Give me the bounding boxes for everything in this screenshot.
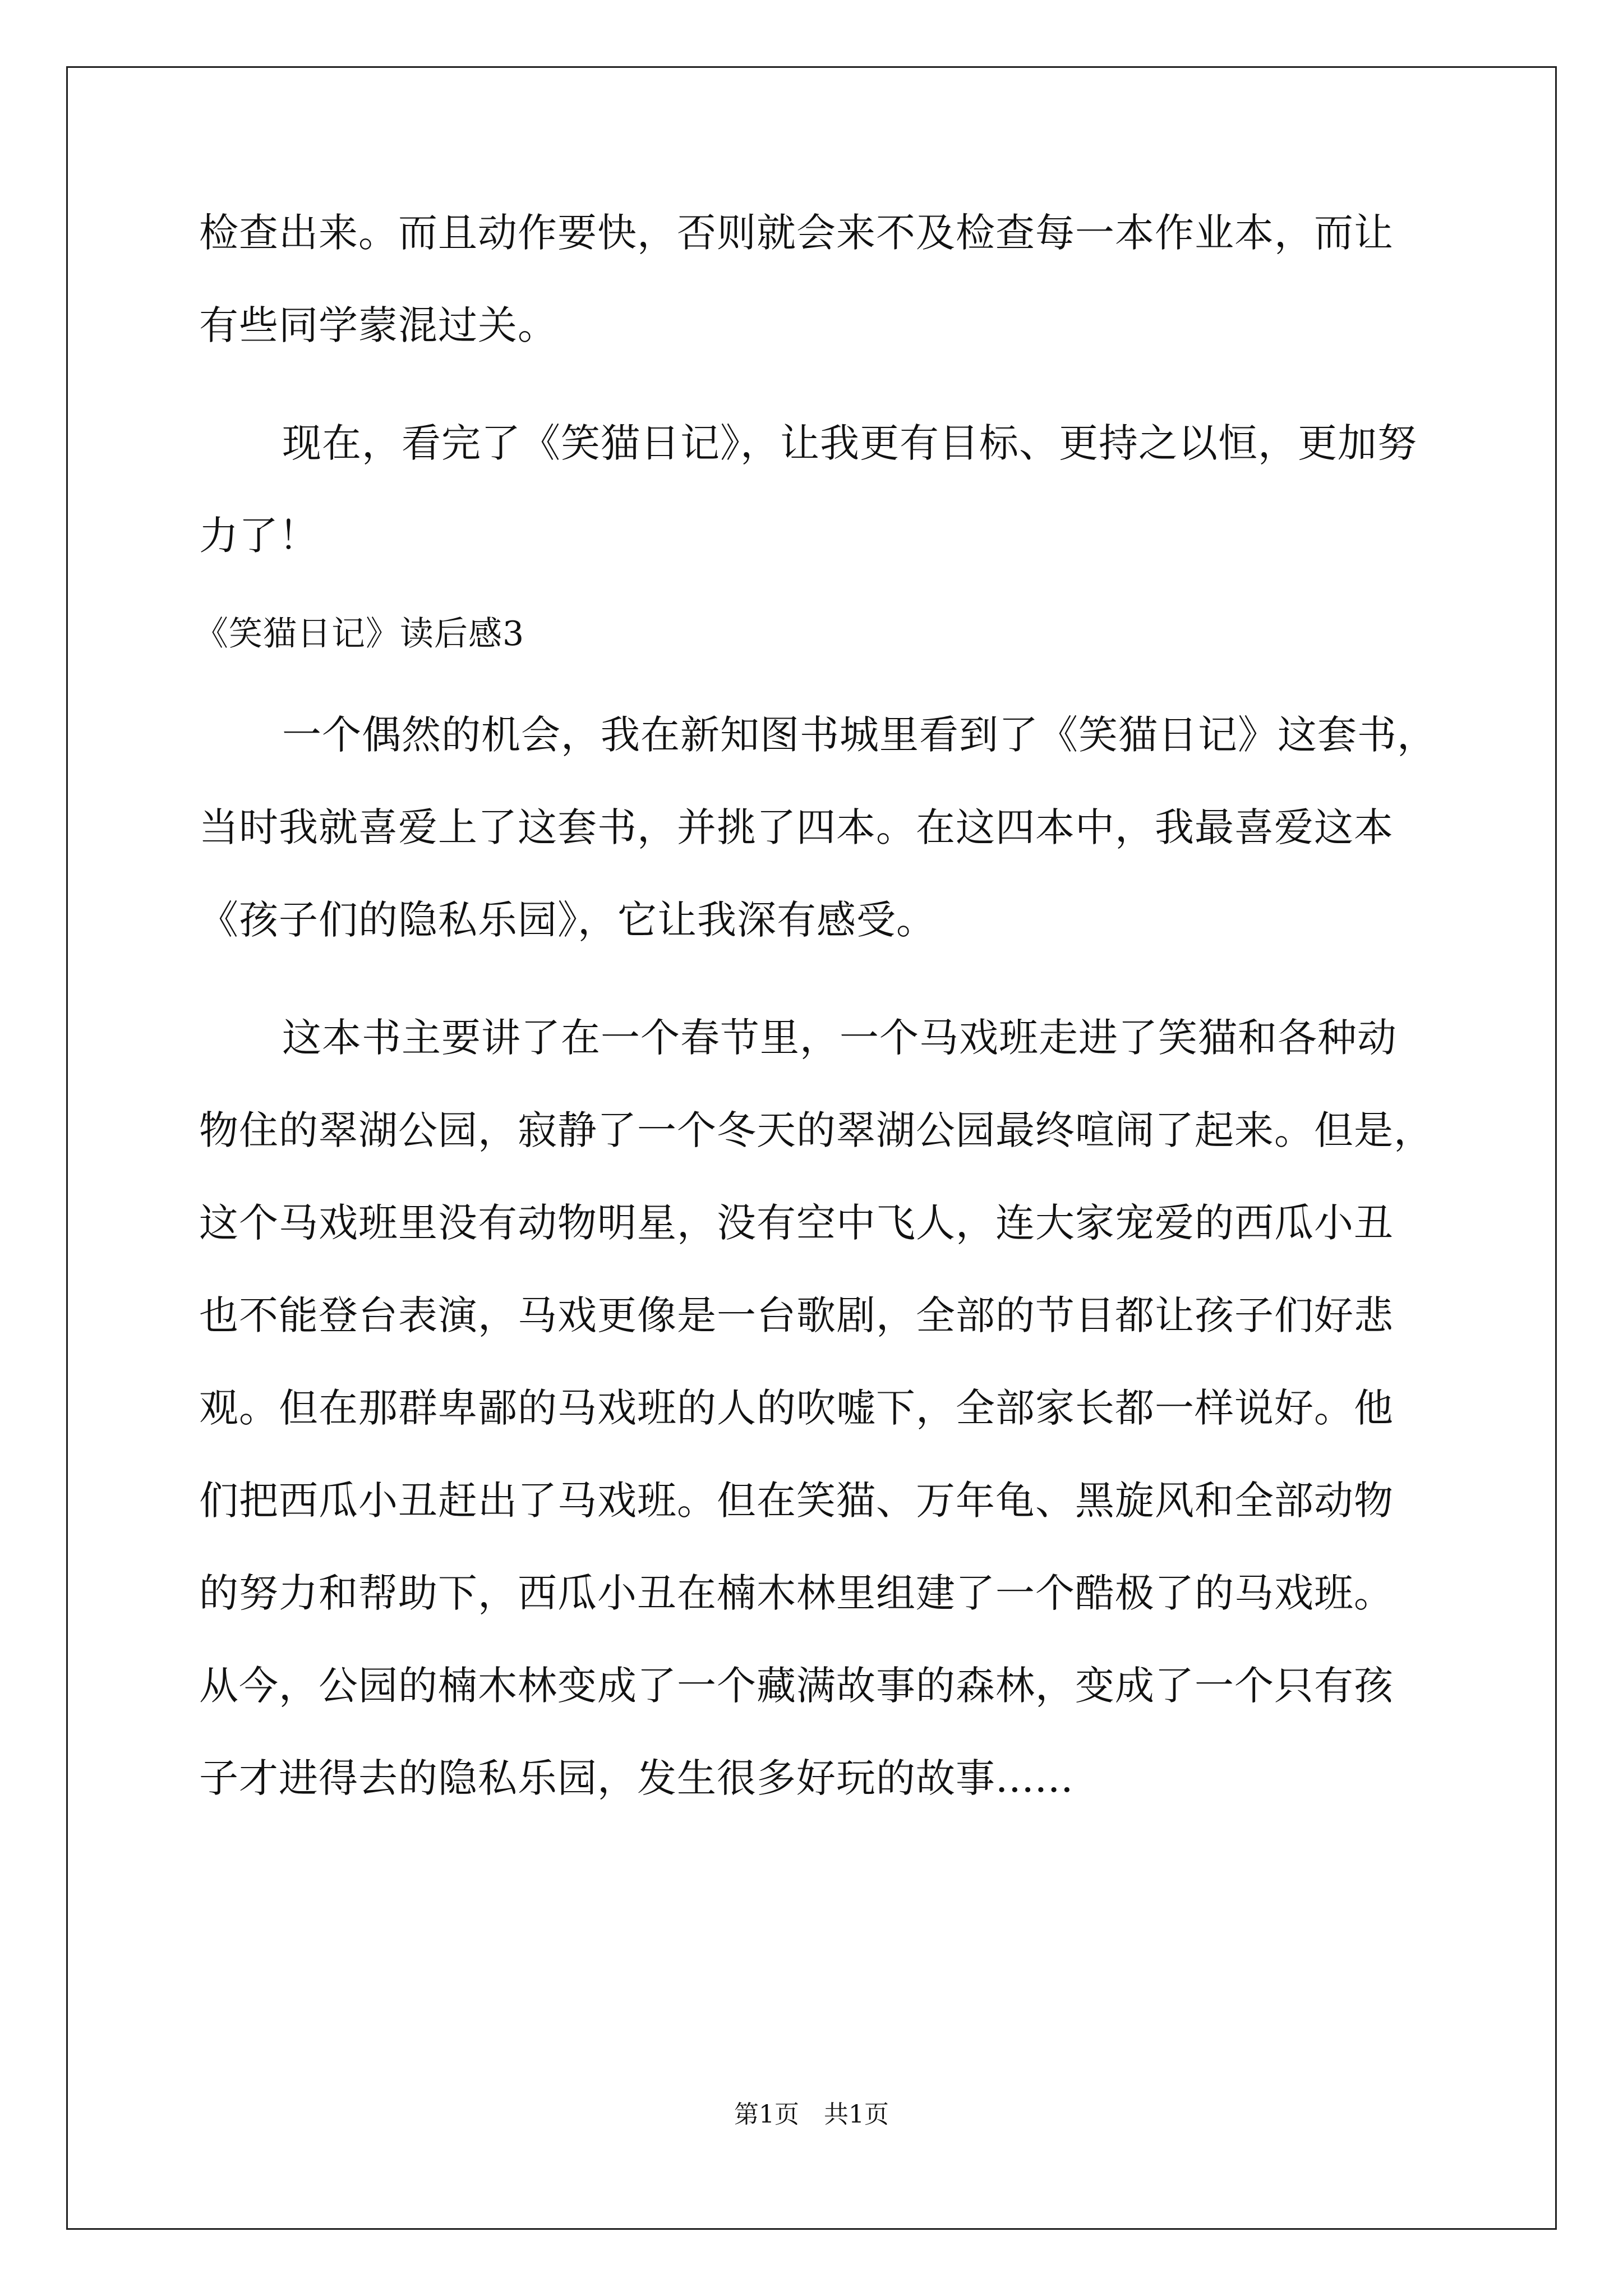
- text-line: 这本书主要讲了在一个春节里，一个马戏班走进了笑猫和各种动: [282, 1015, 1397, 1061]
- text-line: 观。但在那群卑鄙的马戏班的人的吹嘘下，全部家长都一样说好。他: [199, 1385, 1394, 1431]
- text-line: 子才进得去的隐私乐园，发生很多好玩的故事......: [199, 1755, 1074, 1801]
- text-line: 一个偶然的机会，我在新知图书城里看到了《笑猫日记》这套书，: [282, 712, 1437, 758]
- text-line: 们把西瓜小丑赶出了马戏班。但在笑猫、万年龟、黑旋风和全部动物: [199, 1478, 1394, 1524]
- text-line: 也不能登台表演，马戏更像是一台歌剧，全部的节目都让孩子们好悲: [199, 1292, 1394, 1338]
- section-heading: 《笑猫日记》读后感3: [195, 614, 525, 654]
- text-line: 物住的翠湖公园，寂静了一个冬天的翠湖公园最终喧闹了起来。但是，: [199, 1107, 1433, 1153]
- page-footer: 第1页 共1页: [734, 2100, 889, 2129]
- text-line: 当时我就喜爱上了这套书，并挑了四本。在这四本中，我最喜爱这本: [199, 804, 1394, 850]
- text-line: 现在，看完了《笑猫日记》，让我更有目标、更持之以恒，更加努: [282, 420, 1417, 466]
- text-line: 这个马戏班里没有动物明星，没有空中飞人，连大家宠爱的西瓜小丑: [199, 1200, 1394, 1246]
- text-line: 有些同学蒙混过关。: [199, 302, 557, 348]
- text-line: 从今，公园的楠木林变成了一个藏满故事的森林，变成了一个只有孩: [199, 1663, 1394, 1709]
- text-line: 力了！: [199, 513, 319, 559]
- text-line: 的努力和帮助下，西瓜小丑在楠木林里组建了一个酷极了的马戏班。: [199, 1570, 1394, 1616]
- text-line: 检查出来。而且动作要快，否则就会来不及检查每一本作业本，而让: [199, 210, 1394, 256]
- text-line: 《孩子们的隐私乐园》，它让我深有感受。: [199, 897, 936, 943]
